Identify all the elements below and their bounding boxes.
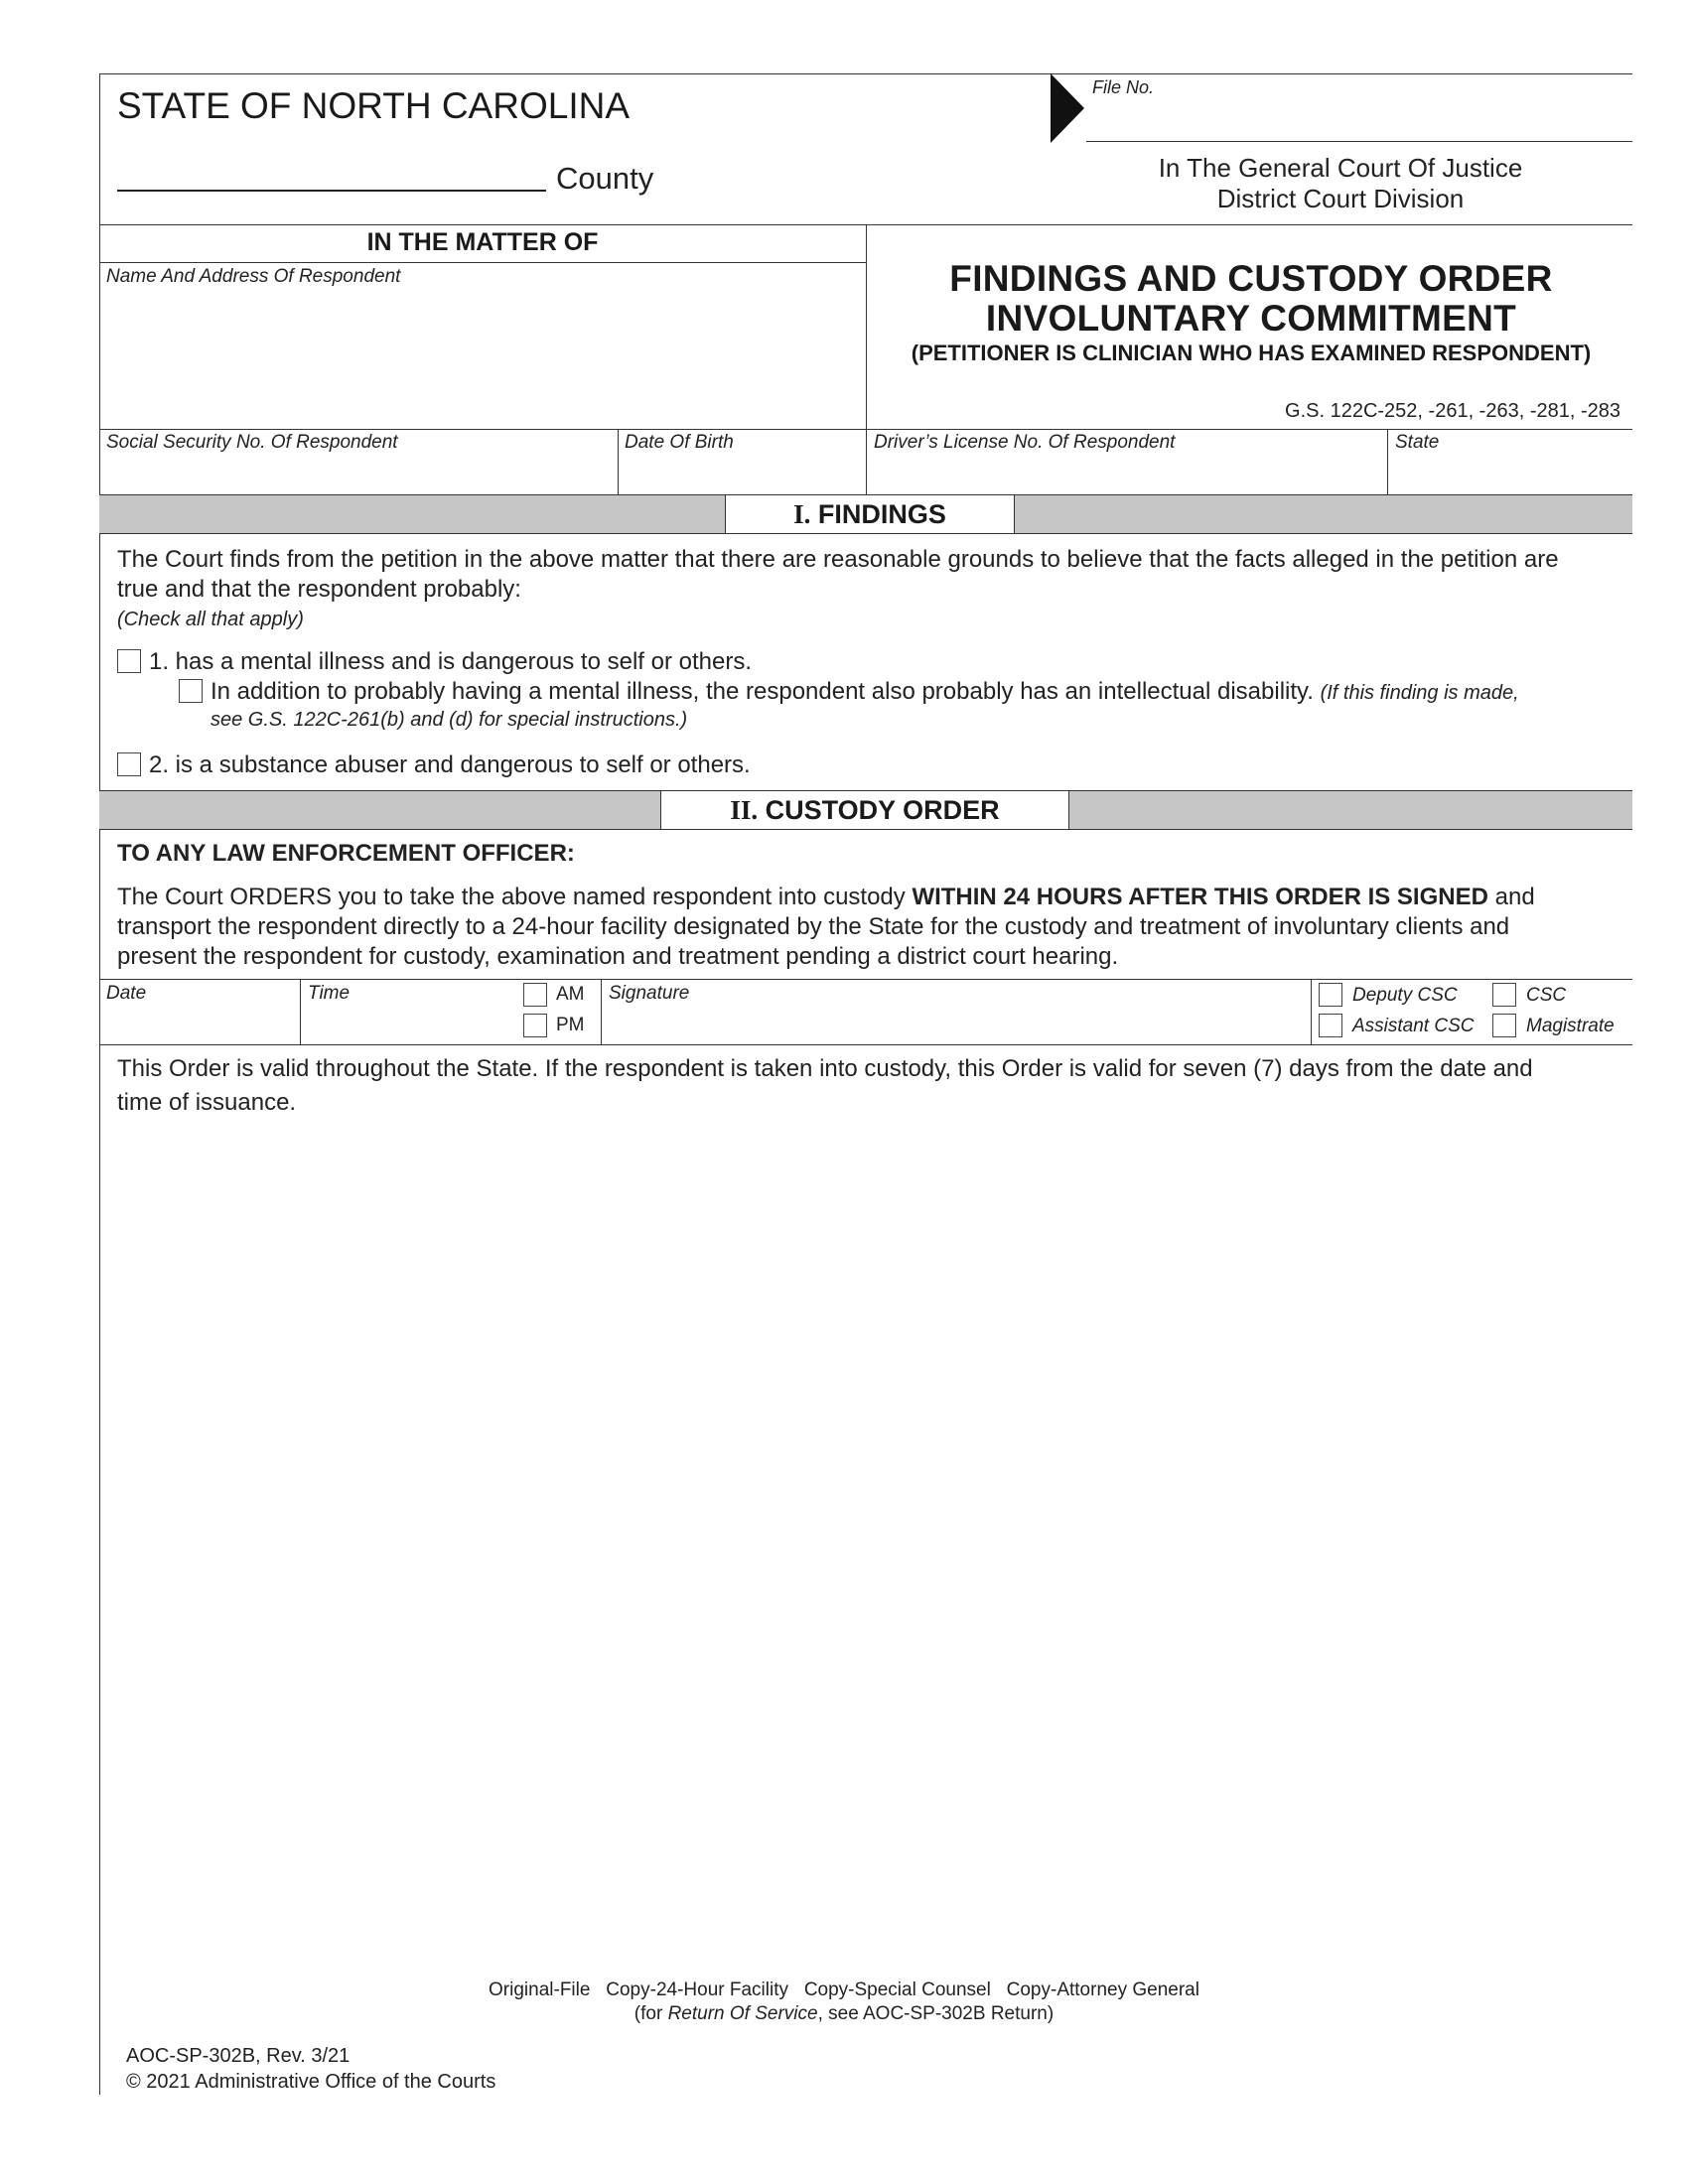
finding-1-text: 1. has a mental illness and is dangerous to self or others. <box>149 648 753 675</box>
assistant-csc-checkbox[interactable] <box>1319 1014 1342 1037</box>
form-title-line-2: INVOLUNTARY COMMITMENT <box>985 298 1517 339</box>
drivers-license-field[interactable] <box>868 431 1385 492</box>
order-line-3: present the respondent for custody, examination and treatment pending a district court hearing. <box>117 943 1119 970</box>
signature-field[interactable] <box>603 981 1309 1042</box>
order-line-2: transport the respondent directly to a 24-hour facility designated by the State for the custody and treatment of involuntary clients and <box>117 913 1510 940</box>
form-title-line-3: (PETITIONER IS CLINICIAN WHO HAS EXAMINED RESPONDENT) <box>911 341 1592 365</box>
magistrate-label: Magistrate <box>1526 1016 1615 1036</box>
signature-label: Signature <box>609 983 690 1004</box>
top-border-left <box>99 73 1049 74</box>
form-id: AOC-SP-302B, Rev. 3/21 <box>126 2045 351 2067</box>
findings-section-band <box>99 494 1632 534</box>
file-no-field[interactable] <box>1086 75 1632 141</box>
pm-checkbox[interactable] <box>523 1014 547 1037</box>
top-border-right <box>1049 73 1632 74</box>
dob-label: Date Of Birth <box>625 432 734 453</box>
ssn-label: Social Security No. Of Respondent <box>106 432 398 453</box>
findings-heading <box>725 495 1015 533</box>
finding-1-checkbox[interactable] <box>117 649 141 673</box>
findings-heading-text: FINDINGS <box>817 499 946 529</box>
custody-heading <box>660 791 1069 829</box>
dob-field[interactable] <box>620 431 864 492</box>
finding-1a-main: In addition to probably having a mental illness, the respondent also probably has an intellectual disability. <box>211 678 1314 705</box>
return-of-service-note <box>298 2003 1390 2025</box>
csc-label: CSC <box>1526 985 1567 1006</box>
custody-section-band <box>99 790 1632 830</box>
deputy-csc-checkbox[interactable] <box>1319 983 1342 1007</box>
order-bold: WITHIN 24 HOURS AFTER THIS ORDER IS SIGNED <box>912 884 1488 910</box>
order-line-1 <box>117 882 1535 912</box>
finding-2-text: 2. is a substance abuser and dangerous to self or others. <box>149 751 751 778</box>
id-row-div-1 <box>618 429 619 494</box>
file-arrow-icon <box>1051 73 1086 143</box>
distribution-list: Original-File Copy-24-Hour Facility Copy-Special Counsel Copy-Attorney General <box>489 1979 1199 2000</box>
finding-1a-note-1: (If this finding is made, <box>1320 682 1519 704</box>
copyright: © 2021 Administrative Office of the Courts <box>126 2071 496 2093</box>
validity-line-1: This Order is valid throughout the State. If the respondent is taken into custody, this Order is valid for seven (7) days from the date and <box>117 1055 1533 1082</box>
sig-row-top-line <box>99 979 1632 980</box>
deputy-csc-label: Deputy CSC <box>1352 985 1458 1006</box>
sig-div-date <box>300 979 301 1044</box>
state-title: STATE OF NORTH CAROLINA <box>117 85 630 126</box>
return-pre: (for <box>633 2003 663 2024</box>
file-no-label: File No. <box>1092 77 1155 97</box>
id-row-div-2 <box>1387 429 1388 494</box>
dl-state-label: State <box>1395 432 1440 453</box>
time-field[interactable] <box>302 981 520 1042</box>
ssn-field[interactable] <box>101 431 616 492</box>
sig-row-bottom-line <box>99 1044 1632 1045</box>
statute-reference: G.S. 122C-252, -261, -263, -281, -283 <box>1285 400 1620 422</box>
matter-heading-underline <box>99 262 866 263</box>
am-checkbox[interactable] <box>523 983 547 1007</box>
findings-roman: I. <box>793 499 811 529</box>
findings-intro-line-2: true and that the respondent probably: <box>117 576 521 603</box>
county-field[interactable] <box>117 190 546 192</box>
left-border <box>99 73 100 2095</box>
return-italic: Return Of Service <box>667 2003 818 2024</box>
time-label: Time <box>308 983 351 1004</box>
court-line-2: District Court Division <box>1216 184 1465 213</box>
finding-2-checkbox[interactable] <box>117 752 141 776</box>
return-post: , see AOC-SP-302B Return) <box>817 2003 1055 2024</box>
assistant-csc-label: Assistant CSC <box>1352 1016 1475 1036</box>
order-pre: The Court ORDERS you to take the above named respondent into custody <box>117 884 906 910</box>
finding-1a-note-2: see G.S. 122C-261(b) and (d) for special instructions.) <box>211 709 688 731</box>
validity-line-2: time of issuance. <box>117 1089 297 1116</box>
finding-1a-text <box>211 676 1519 709</box>
date-label: Date <box>106 983 147 1004</box>
matter-heading: IN THE MATTER OF <box>366 228 599 256</box>
custody-roman: II. <box>730 795 759 825</box>
dl-state-field[interactable] <box>1389 431 1632 492</box>
pm-label: PM <box>556 1015 585 1035</box>
date-field[interactable] <box>101 981 298 1042</box>
check-all-note: (Check all that apply) <box>117 609 304 630</box>
sig-div-time <box>601 979 602 1044</box>
id-row-top-line <box>99 429 1632 430</box>
drivers-license-label: Driver’s License No. Of Respondent <box>874 432 1176 453</box>
sig-div-signature <box>1311 979 1312 1044</box>
county-label: County <box>556 161 654 196</box>
form-title-line-1: FINDINGS AND CUSTODY ORDER <box>949 258 1553 299</box>
file-no-underline <box>1086 141 1632 142</box>
matter-right-divider <box>866 224 867 494</box>
magistrate-checkbox[interactable] <box>1492 1014 1516 1037</box>
csc-checkbox[interactable] <box>1492 983 1516 1007</box>
order-post: and <box>1494 884 1535 910</box>
to-officer-heading: TO ANY LAW ENFORCEMENT OFFICER: <box>117 840 575 867</box>
custody-heading-text: CUSTODY ORDER <box>765 795 1000 825</box>
name-address-label: Name And Address Of Respondent <box>106 266 401 287</box>
name-address-field[interactable] <box>101 264 864 427</box>
finding-1a-checkbox[interactable] <box>179 679 203 703</box>
findings-intro-line-1: The Court finds from the petition in the above matter that there are reasonable grounds to believe that the facts alleged in the petition are <box>117 546 1559 573</box>
court-line-1: In The General Court Of Justice <box>1158 153 1523 183</box>
am-label: AM <box>556 984 585 1005</box>
